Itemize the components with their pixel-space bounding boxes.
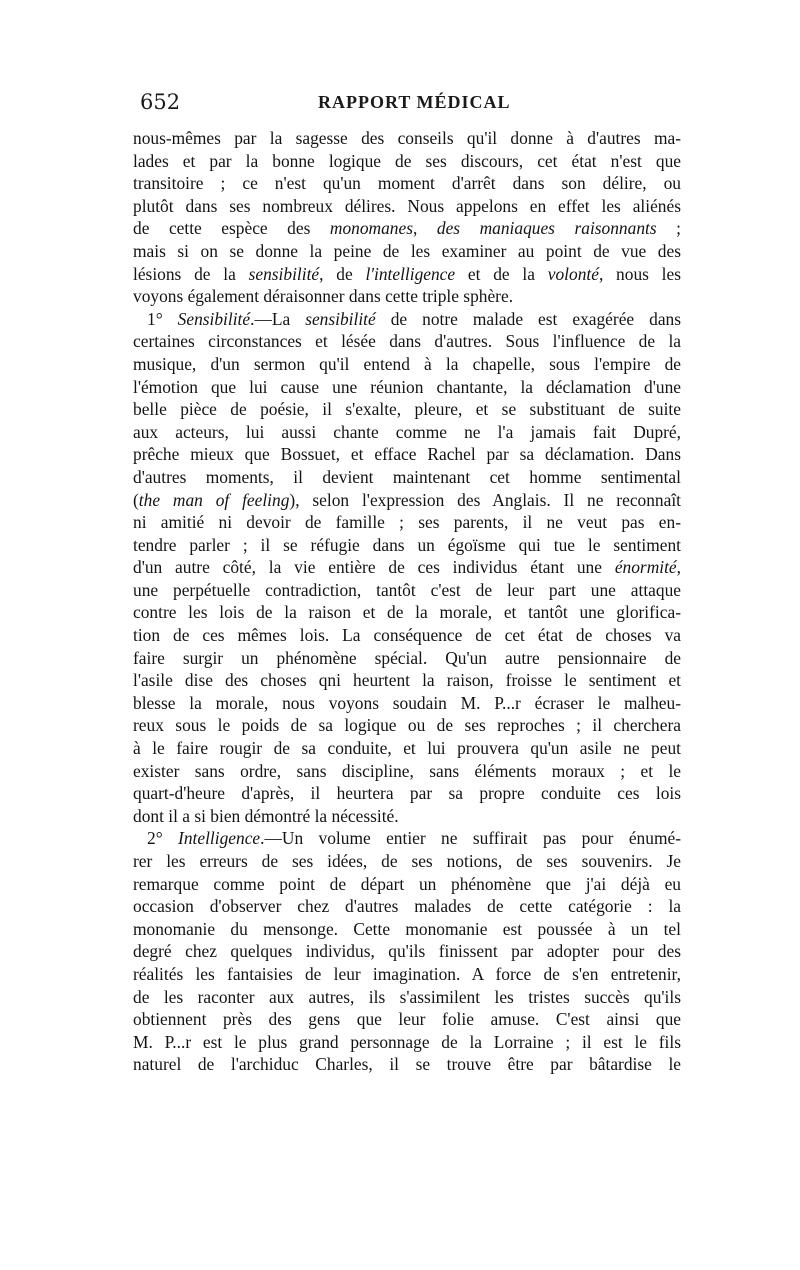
- text-line: reux sous le poids de sa logique ou de ses reproches ; il cherchera: [133, 715, 681, 736]
- text-line: monomanie du mensonge. Cette monomanie est poussée à un tel: [133, 918, 681, 939]
- text-line: musique, d'un sermon qu'il entend à la chapelle, sous l'empire de: [133, 353, 681, 374]
- text-line: l'asile dise des choses qni heurtent la raison, froisse le sentiment et: [133, 670, 681, 691]
- text-line: une perpétuelle contradiction, tantôt c'est de leur part une attaque: [133, 579, 681, 600]
- text-line: à le faire rougir de sa conduite, et lui prouvera qu'un asile ne peut: [133, 738, 681, 759]
- page-number: 652: [140, 90, 181, 114]
- text-line: (the man of feeling), selon l'expression des Anglais. Il ne reconnaît: [133, 489, 682, 510]
- text-line: plutôt dans ses nombreux délires. Nous appelons en effet les aliénés: [133, 195, 681, 216]
- text-line: aux acteurs, lui aussi chante comme ne l'a jamais fait Dupré,: [133, 421, 681, 442]
- text-line: d'un autre côté, la vie entière de ces individus étant une énormité,: [133, 557, 681, 578]
- text-line: naturel de l'archiduc Charles, il se trouve être par bâtardise le: [133, 1054, 681, 1075]
- text-line: ni amitié ni devoir de famille ; ses parents, il ne veut pas en-: [133, 512, 681, 533]
- text-line: belle pièce de poésie, il s'exalte, pleure, et se substituant de suite: [133, 399, 681, 420]
- section-heading-line: 2° Intelligence.—Un volume entier ne suffirait pas pour énumé-: [147, 828, 681, 849]
- text-line: obtiennent près des gens que leur folie amuse. C'est ainsi que: [133, 1009, 681, 1030]
- text-line: certaines circonstances et lésée dans d'autres. Sous l'influence de la: [133, 331, 681, 352]
- text-line: réalités les fantaisies de leur imagination. A force de s'en entretenir,: [133, 963, 681, 984]
- text-line: blesse la morale, nous voyons soudain M. P...r écraser le malheu-: [133, 692, 681, 713]
- text-line: faire surgir un phénomène spécial. Qu'un autre pensionnaire de: [133, 647, 681, 668]
- running-title: RAPPORT MÉDICAL: [318, 92, 511, 112]
- text-line: mais si on se donne la peine de les examiner au point de vue des: [133, 240, 681, 261]
- text-line: degré chez quelques individus, qu'ils finissent par adopter pour des: [133, 941, 681, 962]
- text-line: tendre parler ; il se réfugie dans un égoïsme qui tue le sentiment: [133, 534, 681, 555]
- text-line: lades et par la bonne logique de ses discours, cet état n'est que: [133, 150, 681, 171]
- text-line: remarque comme point de départ un phénomène que j'ai déjà eu: [133, 873, 681, 894]
- text-line: nous-mêmes par la sagesse des conseils qu'il donne à d'autres ma-: [133, 128, 681, 148]
- text-line: l'émotion que lui cause une réunion chantante, la déclamation d'une: [133, 376, 681, 397]
- body-text: [133, 127, 681, 1076]
- text-line: d'autres moments, il devient maintenant cet homme sentimental: [133, 466, 681, 487]
- text-line: dont il a si bien démontré la nécessité.: [133, 805, 399, 826]
- text-line: contre les lois de la raison et de la morale, et tantôt une glorifica-: [133, 602, 681, 623]
- text-line: prêche mieux que Bossuet, et efface Rachel par sa déclamation. Dans: [133, 444, 681, 465]
- text-line: de cette espèce des monomanes, des maniaques raisonnants ;: [133, 218, 681, 239]
- text-line: M. P...r est le plus grand personnage de la Lorraine ; il est le fils: [133, 1031, 681, 1052]
- text-line: exister sans ordre, sans discipline, sans éléments moraux ; et le: [133, 760, 681, 781]
- text-line: tion de ces mêmes lois. La conséquence de cet état de choses va: [133, 625, 681, 646]
- text-line: rer les erreurs de ses idées, de ses notions, de ses souvenirs. Je: [133, 851, 681, 871]
- text-line: quart-d'heure d'après, il heurtera par sa propre conduite ces lois: [133, 783, 681, 804]
- text-line: de les raconter aux autres, ils s'assimilent les tristes succès qu'ils: [133, 986, 681, 1007]
- text-line: occasion d'observer chez d'autres malades de cette catégorie : la: [133, 896, 681, 917]
- text-line: voyons également déraisonner dans cette triple sphère.: [133, 286, 514, 307]
- section-heading-line: 1° Sensibilité.—La sensibilité de notre malade est exagérée dans: [147, 308, 681, 329]
- text-line: transitoire ; ce n'est qu'un moment d'arrêt dans son délire, ou: [133, 173, 681, 194]
- text-line: lésions de la sensibilité, de l'intelligence et de la volonté, nous les: [133, 263, 682, 284]
